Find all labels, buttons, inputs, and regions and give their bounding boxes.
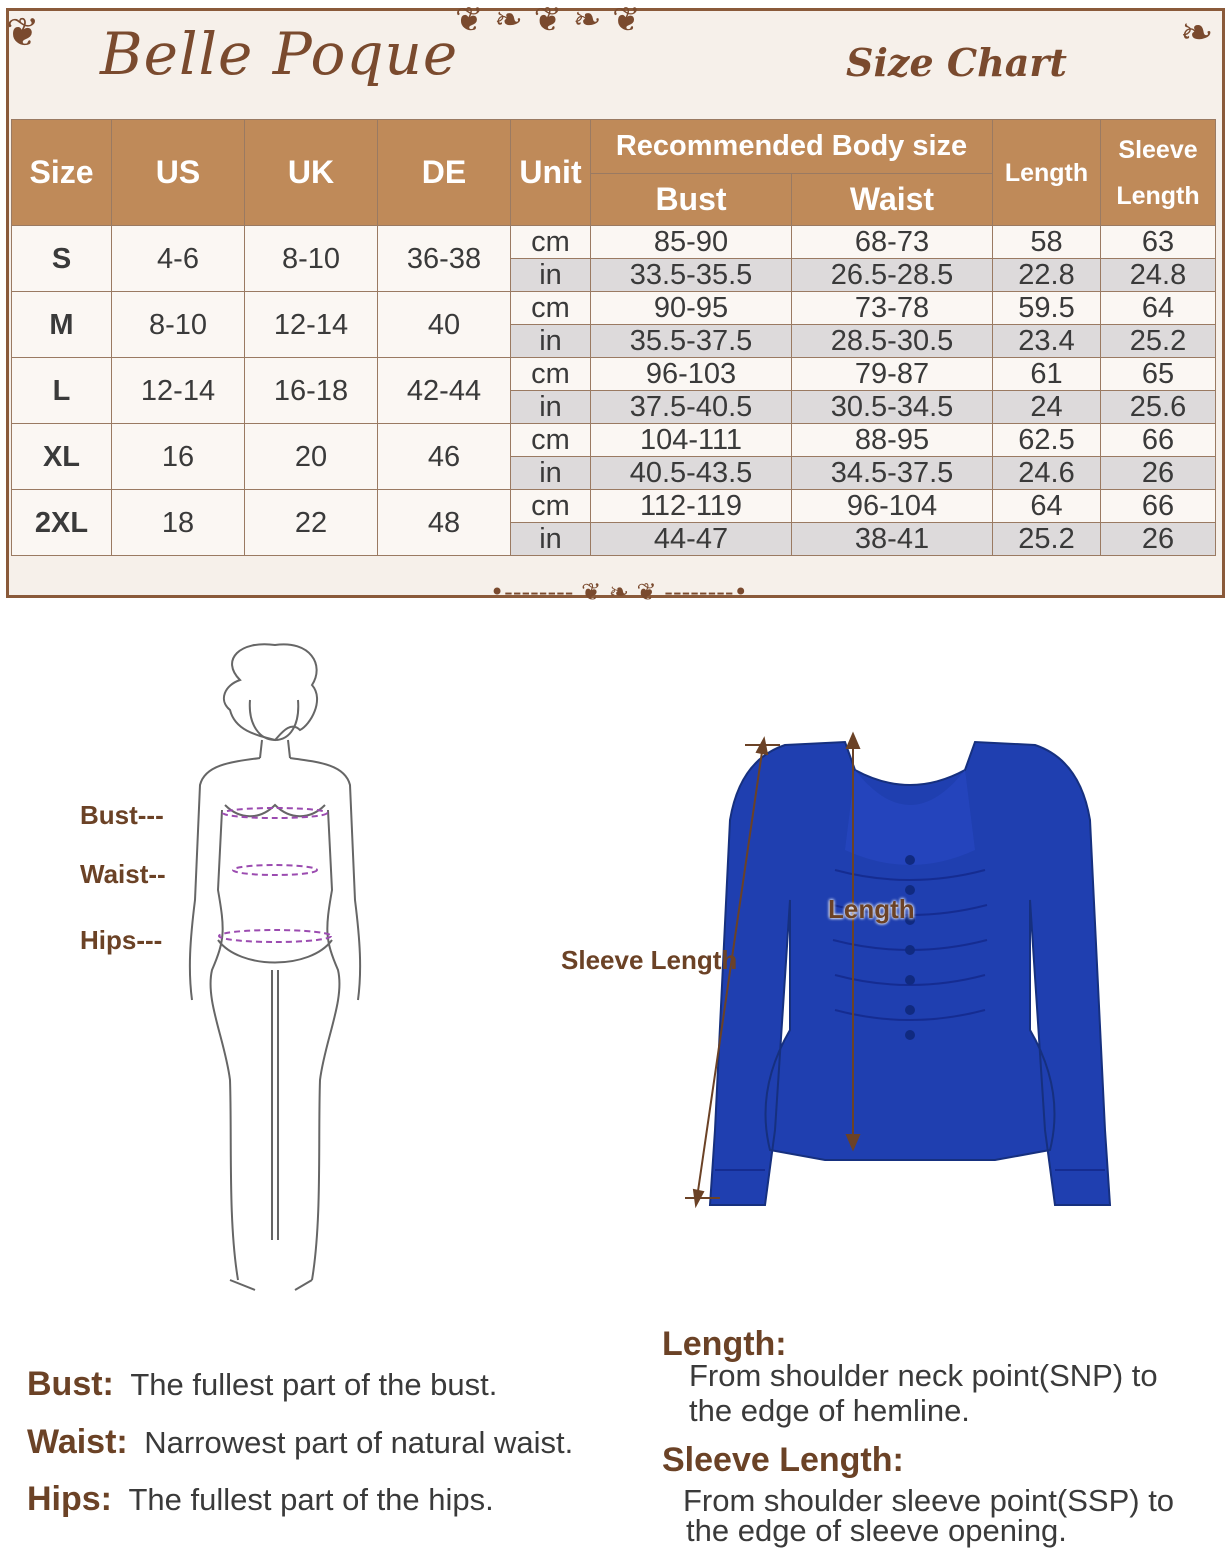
sleeve-length-cell: 66 xyxy=(1101,490,1216,523)
header-uk: UK xyxy=(245,120,378,226)
waist-cell: 34.5-37.5 xyxy=(792,457,993,490)
uk-size-cell: 8-10 xyxy=(245,226,378,292)
size-cell: 2XL xyxy=(12,490,112,556)
de-size-cell: 46 xyxy=(378,424,511,490)
header-length: Length xyxy=(993,120,1101,226)
header-de: DE xyxy=(378,120,511,226)
bust-cell: 33.5-35.5 xyxy=(591,259,792,292)
header-size: Size xyxy=(12,120,112,226)
definition-sleeve-length-text-1: From shoulder sleeve point(SSP) to xyxy=(683,1483,1175,1518)
bust-cell: 37.5-40.5 xyxy=(591,391,792,424)
table-row xyxy=(12,490,1216,523)
unit-cell: cm xyxy=(511,424,591,457)
definition-hips-key: Hips: xyxy=(27,1480,112,1518)
bust-cell: 96-103 xyxy=(591,358,792,391)
length-cell: 62.5 xyxy=(993,424,1101,457)
length-cell: 22.8 xyxy=(993,259,1101,292)
definition-waist-key: Waist: xyxy=(27,1423,128,1461)
header-sleeve-line1: Sleeve xyxy=(1118,135,1198,164)
size-cell: L xyxy=(12,358,112,424)
page-title: Size Chart xyxy=(846,40,1067,85)
figure-label-waist: Waist-- xyxy=(80,859,166,889)
size-cell: M xyxy=(12,292,112,358)
uk-size-cell: 22 xyxy=(245,490,378,556)
de-size-cell: 36-38 xyxy=(378,226,511,292)
garment-illustration xyxy=(685,730,1125,1210)
length-cell: 25.2 xyxy=(993,523,1101,556)
figure-label-hips: Hips--- xyxy=(80,925,163,955)
waist-cell: 96-104 xyxy=(792,490,993,523)
definition-hips-text: The fullest part of the hips. xyxy=(128,1482,494,1517)
length-cell: 58 xyxy=(993,226,1101,259)
size-cell: XL xyxy=(12,424,112,490)
top-ornament: ❦ ❧ ❦ ❧ ❦ xyxy=(455,0,641,40)
header-sleeve-length xyxy=(1101,120,1216,226)
de-size-cell: 48 xyxy=(378,490,511,556)
table-row xyxy=(12,226,1216,259)
brand-logo: Belle Poque xyxy=(100,20,459,88)
length-cell: 24.6 xyxy=(993,457,1101,490)
header-recommended-body-size: Recommended Body size xyxy=(591,120,993,174)
length-cell: 59.5 xyxy=(993,292,1101,325)
length-cell: 64 xyxy=(993,490,1101,523)
length-cell: 23.4 xyxy=(993,325,1101,358)
uk-size-cell: 20 xyxy=(245,424,378,490)
waist-cell: 73-78 xyxy=(792,292,993,325)
size-cell: S xyxy=(12,226,112,292)
us-size-cell: 16 xyxy=(112,424,245,490)
unit-cell: in xyxy=(511,391,591,424)
header-waist: Waist xyxy=(792,174,993,226)
bust-cell: 35.5-37.5 xyxy=(591,325,792,358)
bust-cell: 44-47 xyxy=(591,523,792,556)
unit-cell: cm xyxy=(511,226,591,259)
bust-cell: 104-111 xyxy=(591,424,792,457)
bust-cell: 85-90 xyxy=(591,226,792,259)
us-size-cell: 12-14 xyxy=(112,358,245,424)
unit-cell: in xyxy=(511,457,591,490)
sleeve-length-cell: 64 xyxy=(1101,292,1216,325)
header-unit: Unit xyxy=(511,120,591,226)
table-row xyxy=(12,358,1216,391)
header-sleeve-line2: Length xyxy=(1116,181,1200,210)
corner-ornament-left: ❦ xyxy=(6,10,40,56)
definition-bust-text: The fullest part of the bust. xyxy=(130,1367,498,1402)
header-us: US xyxy=(112,120,245,226)
bust-cell: 112-119 xyxy=(591,490,792,523)
unit-cell: in xyxy=(511,325,591,358)
us-size-cell: 8-10 xyxy=(112,292,245,358)
garment-label-length: Length xyxy=(828,894,915,924)
uk-size-cell: 12-14 xyxy=(245,292,378,358)
definition-waist-text: Narrowest part of natural waist. xyxy=(144,1425,574,1460)
waist-cell: 26.5-28.5 xyxy=(792,259,993,292)
body-figure-illustration xyxy=(180,640,370,1300)
sleeve-length-cell: 24.8 xyxy=(1101,259,1216,292)
definition-bust xyxy=(27,1365,497,1404)
length-cell: 61 xyxy=(993,358,1101,391)
bust-cell: 90-95 xyxy=(591,292,792,325)
waist-cell: 28.5-30.5 xyxy=(792,325,993,358)
unit-cell: cm xyxy=(511,292,591,325)
unit-cell: cm xyxy=(511,490,591,523)
definition-length-text-2: the edge of hemline. xyxy=(689,1393,970,1428)
us-size-cell: 18 xyxy=(112,490,245,556)
definition-length-key: Length: xyxy=(662,1325,787,1363)
sleeve-length-cell: 26 xyxy=(1101,523,1216,556)
garment-label-sleeve-length: Sleeve Length xyxy=(561,945,738,975)
waist-cell: 79-87 xyxy=(792,358,993,391)
unit-cell: in xyxy=(511,259,591,292)
sleeve-length-cell: 63 xyxy=(1101,226,1216,259)
waist-cell: 30.5-34.5 xyxy=(792,391,993,424)
definition-sleeve-length-key: Sleeve Length: xyxy=(662,1441,904,1479)
waist-cell: 68-73 xyxy=(792,226,993,259)
definition-waist xyxy=(27,1423,573,1462)
sleeve-length-cell: 66 xyxy=(1101,424,1216,457)
size-table xyxy=(11,119,1216,556)
table-row xyxy=(12,424,1216,457)
uk-size-cell: 16-18 xyxy=(245,358,378,424)
sleeve-length-cell: 25.6 xyxy=(1101,391,1216,424)
de-size-cell: 40 xyxy=(378,292,511,358)
bottom-ornament: •-------- ❦ ❧ ❦ --------• xyxy=(490,578,748,606)
corner-ornament-right: ❧ xyxy=(1180,10,1214,56)
de-size-cell: 42-44 xyxy=(378,358,511,424)
waist-cell: 38-41 xyxy=(792,523,993,556)
sleeve-length-cell: 26 xyxy=(1101,457,1216,490)
definition-bust-key: Bust: xyxy=(27,1365,114,1403)
unit-cell: in xyxy=(511,523,591,556)
us-size-cell: 4-6 xyxy=(112,226,245,292)
definition-sleeve-length-text-2: the edge of sleeve opening. xyxy=(686,1513,1067,1548)
length-cell: 24 xyxy=(993,391,1101,424)
sleeve-length-cell: 65 xyxy=(1101,358,1216,391)
sleeve-length-cell: 25.2 xyxy=(1101,325,1216,358)
definition-hips xyxy=(27,1480,494,1519)
figure-label-bust: Bust--- xyxy=(80,800,164,830)
waist-cell: 88-95 xyxy=(792,424,993,457)
header-bust: Bust xyxy=(591,174,792,226)
bust-cell: 40.5-43.5 xyxy=(591,457,792,490)
unit-cell: cm xyxy=(511,358,591,391)
table-row xyxy=(12,292,1216,325)
definition-length-text-1: From shoulder neck point(SNP) to xyxy=(689,1358,1158,1393)
